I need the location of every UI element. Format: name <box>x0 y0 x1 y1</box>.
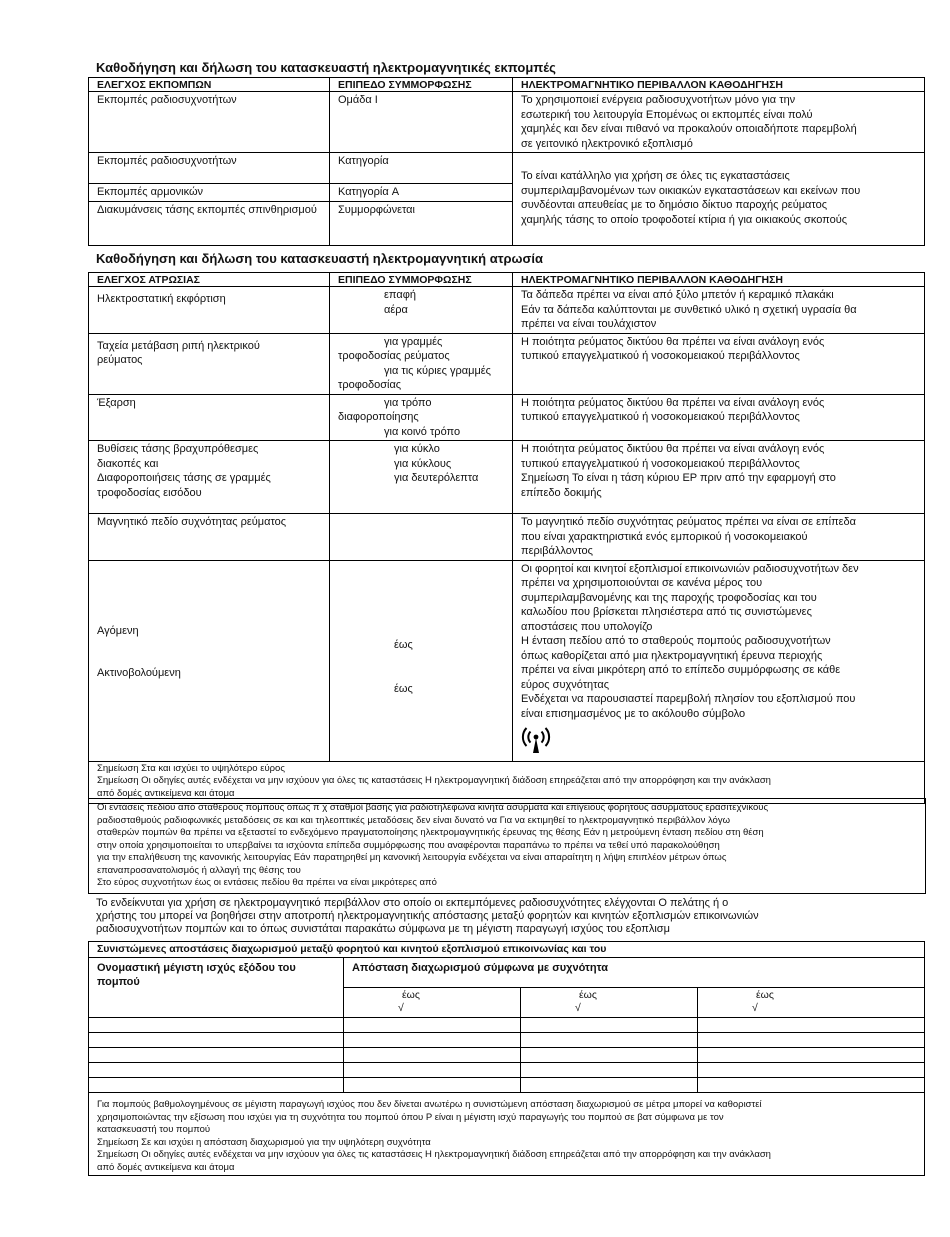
intro-line: Το ενδείκνυται για χρήση σε ηλεκτρομαγνητικό περιβάλλον στο οποίο οι εκπεμπόμενες ραδιοσυχνότητες ελέγχονται Ο πελάτης ή ο <box>96 897 729 909</box>
freq-range-cell <box>698 988 925 1018</box>
header-immunity-test: ΕΛΕΓΧΟΣ ΑΤΡΩΣΙΑΣ <box>89 273 330 287</box>
level-line: για κύκλους <box>394 457 452 470</box>
compliance-level-cell <box>330 560 513 761</box>
level-line: για κοινό τρόπο <box>384 425 461 438</box>
guidance-line: τυπικού επαγγελματικού ή νοσοκομειακού περιβάλλοντος <box>521 457 800 470</box>
guidance-cell <box>513 560 925 761</box>
emission-test-cell: Εκπομπές ραδιοσυχνοτήτων <box>89 92 330 153</box>
level-line: για κύκλο <box>394 443 440 455</box>
test-line: διακοπές και <box>97 457 159 470</box>
guidance-cell <box>513 333 925 394</box>
non-ionizing-radiation-icon <box>521 725 916 760</box>
emissions-title: Καθοδήγηση και δήλωση του κατασκευαστή ηλεκτρομαγνητικές εκπομπές <box>96 60 556 75</box>
header-rated-power: Ονομαστική μέγιστη ισχύς εξόδου του πομπού <box>89 958 344 1018</box>
compliance-level-cell: Συμμορφώνεται <box>330 201 513 245</box>
compliance-level-cell <box>330 394 513 441</box>
guidance-line: πρέπει να είναι μικρότερη από το επίπεδο συμμόρφωσης σε κάθε <box>521 664 841 676</box>
level-line: για τις κύριες γραμμές <box>384 364 491 377</box>
separation-notes <box>89 1093 925 1176</box>
guidance-line: Το μαγνητικό πεδίο συχνότητας ρεύματος πρέπει να είναι σε επίπεδα <box>521 516 857 528</box>
footnote-line: ραδιοσταθμούς ραδιοφωνικές μεταδόσεις σε και και τηλεοπτικές μεταδόσεις δεν είναι δυνατό να Για να εκτιμηθεί το ηλεκτρομαγνητικό περιβάλλον λόγω <box>97 814 731 826</box>
table-row <box>89 1018 925 1033</box>
compliance-level-cell <box>330 514 513 561</box>
sqrt-symbol: √ <box>752 1002 758 1014</box>
level-line: αέρα <box>384 303 408 316</box>
footnote-line: για την επαλήθευση της κανονικής λειτουργίας Εάν παρατηρηθεί μη κανονική λειτουργία ενδέχεται να είναι απαραίτητη η λήψη επιπλέον μέτρων όπως <box>97 852 727 863</box>
guidance-line: Οι φορητοί και κινητοί εξοπλισμοί επικοινωνιών ραδιοσυχνοτήτων δεν <box>521 562 859 575</box>
table-row <box>89 153 925 184</box>
emissions-table <box>88 77 925 246</box>
guidance-line: Ενδέχεται να παρουσιαστεί παρεμβολή πλησίον του εξοπλισμού που <box>521 693 856 705</box>
compliance-level-cell <box>330 287 513 334</box>
footnote-line: Οι εντάσεις πεδίου από σταθερούς πομπούς όπως π χ σταθμοί βάσης για ραδιοτηλέφωνα κινητά ασύρματα και επίγειους φορητούς ασυρμάτους ερασιτεχνικούς <box>97 802 769 813</box>
level-line: για τρόπο <box>384 396 432 409</box>
table-row <box>89 1048 925 1063</box>
table-row <box>89 514 925 561</box>
guidance-line: τυπικού επαγγελματικού ή νοσοκομειακού περιβάλλοντος <box>521 411 800 423</box>
table-row <box>89 394 925 441</box>
guidance-cell <box>513 287 925 334</box>
guidance-line: Το χρησιμοποιεί ενέργεια ραδιοσυχνοτήτων μόνο για την <box>521 94 796 106</box>
table-row <box>89 92 925 153</box>
test-line: Βυθίσεις τάσης βραχυπρόθεσμες <box>97 443 259 455</box>
level-line: για γραμμές <box>384 335 443 348</box>
note-line: Σημείωση Οι οδηγίες αυτές ενδέχεται να μην ισχύουν για όλες τις καταστάσεις Η ηλεκτρομαγνητική διάδοση επηρεάζεται από την απορρόφηση και την ανάκλαση <box>97 775 771 786</box>
sqrt-symbol: √ <box>398 1002 404 1014</box>
immunity-test-cell: Μαγνητικό πεδίο συχνότητας ρεύματος <box>89 514 330 561</box>
guidance-line: Εάν τα δάπεδα καλύπτονται με συνθετικό υλικό η σχετική υγρασία θα <box>521 303 857 316</box>
level-line: έως <box>394 683 413 695</box>
footnote-line: στην οποία χρησιμοποιείται το υπερβαίνει τα ισχύοντα επίπεδα συμμόρφωσης που αναφέρονται παραπάνω το πρέπει να τεθεί υπό παρακολούθηση <box>97 839 720 851</box>
note-line: χρησιμοποιώντας την εξίσωση που ισχύει για τη συχνότητα του πομπού όπου P είναι η μέγιστη ισχύ παραγωγής του πομπού σε βατ σύμφωνα με τον <box>97 1111 724 1123</box>
freq-range-cell <box>344 988 521 1018</box>
note-line: Σημείωση Οι οδηγίες αυτές ενδέχεται να μην ισχύουν για όλες τις καταστάσεις Η ηλεκτρομαγνητική διάδοση επηρεάζεται από την απορρόφηση και την ανάκλαση <box>97 1149 771 1160</box>
freq-range: έως <box>402 989 420 1001</box>
guidance-line: είναι επισημασμένος με το ακόλουθο σύμβολο <box>521 707 746 720</box>
level-line: για δευτερόλεπτα <box>394 472 479 484</box>
guidance-line: Η ένταση πεδίου από το σταθερούς πομπούς ραδιοσυχνοτήτων <box>521 635 831 647</box>
guidance-line: όπως καθορίζεται από μια ηλεκτρομαγνητική έρευνα περιοχής <box>521 649 823 662</box>
guidance-line: πρέπει να είναι τουλάχιστον <box>521 318 657 330</box>
freq-range: έως <box>579 989 597 1001</box>
header-compliance-level: ΕΠΙΠΕΔΟ ΣΥΜΜΟΡΦΩΣΗΣ <box>330 78 513 92</box>
compliance-level-cell <box>330 441 513 514</box>
level-line: τροφοδοσίας <box>338 379 402 391</box>
guidance-line: Η ποιότητα ρεύματος δικτύου θα πρέπει να είναι ανάλογη ενός <box>521 335 825 348</box>
freq-range-cell <box>521 988 698 1018</box>
intro-line: ραδιοσυχνοτήτων πομπών και το όπως συνιστάται παρακάτω σύμφωνα με τη μέγιστη παραγωγή ισχύος του εξοπλισμ <box>96 923 670 935</box>
level-line: επαφή <box>384 289 416 301</box>
note-line: κατασκευαστή του πομπού <box>97 1124 211 1135</box>
footnote-line: επαναπροσανατολισμός ή αλλαγή της θέσης του <box>97 864 301 876</box>
guidance-line: επίπεδο δοκιμής <box>521 486 602 499</box>
immunity-test-cell <box>89 333 330 394</box>
footnote-box <box>88 798 926 894</box>
guidance-line: εύρος συχνότητας <box>521 678 610 691</box>
note-line: Για πομπούς βαθμολογημένους σε μέγιστη παραγωγή ισχύος που δεν δίνεται ανωτέρω η συνιστώμενη απόσταση διαχωρισμού σε μέτρα μπορεί να καθοριστεί <box>97 1099 762 1110</box>
conducted-rf-label: Αγόμενη <box>97 624 139 637</box>
note-line: από δομές αντικείμενα και άτομα <box>97 1161 235 1173</box>
table-row <box>89 560 925 761</box>
immunity-test-cell <box>89 560 330 761</box>
guidance-cell <box>513 514 925 561</box>
sqrt-symbol: √ <box>575 1002 581 1014</box>
separation-table <box>88 941 925 1176</box>
emission-test-cell: Εκπομπές αρμονικών <box>89 184 330 202</box>
footnote-line: σταθερών πομπών θα πρέπει να εξεταστεί το ενδεχόμενο πραγματοποίησης ηλεκτρομαγνητικής έρευνας της θέσης Εάν η μετρούμενη ένταση πεδίου στη θέση <box>97 827 764 838</box>
guidance-cell <box>513 394 925 441</box>
level-line: τροφοδοσίας ρεύματος <box>338 350 450 362</box>
guidance-line: εσωτερική του λειτουργία Επομένως οι εκπομπές είναι πολύ <box>521 108 813 121</box>
guidance-line: Τα δάπεδα πρέπει να είναι από ξύλο μπετόν ή κεραμικό πλακάκι <box>521 289 834 301</box>
immunity-test-cell <box>89 441 330 514</box>
note-line: από δομές αντικείμενα και άτομα <box>97 787 235 799</box>
emission-test-cell: Διακυμάνσεις τάσης εκπομπές σπινθηρισμού <box>89 201 330 245</box>
compliance-level-cell: Κατηγορία A <box>330 184 513 202</box>
immunity-notes <box>89 761 925 803</box>
table-row <box>89 1078 925 1093</box>
note-line: Σημείωση Στα και ισχύει το υψηλότερο εύρος <box>97 762 285 774</box>
guidance-cell <box>513 153 925 246</box>
test-line: τροφοδοσίας εισόδου <box>97 486 202 499</box>
header-compliance-level: ΕΠΙΠΕΔΟ ΣΥΜΜΟΡΦΩΣΗΣ <box>330 273 513 287</box>
guidance-cell <box>513 441 925 514</box>
guidance-line: Η ποιότητα ρεύματος δικτύου θα πρέπει να είναι ανάλογη ενός <box>521 396 825 409</box>
test-line: Ταχεία μετάβαση ριπή ηλεκτρικού <box>97 339 260 352</box>
separation-title: Συνιστώμενες αποστάσεις διαχωρισμού μεταξύ φορητού και κινητού εξοπλισμού επικοινωνίας και του <box>89 942 925 958</box>
guidance-line: χαμηλής τάσης το οποίο τροφοδοτεί κτίρια ή για οικιακούς σκοπούς <box>521 213 848 226</box>
guidance-line: που είναι χαρακτηριστικά ενός εμπορικού ή νοσοκομειακού <box>521 530 808 543</box>
table-row <box>89 761 925 803</box>
guidance-line: Η ποιότητα ρεύματος δικτύου θα πρέπει να είναι ανάλογη ενός <box>521 443 825 455</box>
footnote-line: Στο εύρος συχνοτήτων έως οι εντάσεις πεδίου θα πρέπει να είναι μικρότερες από <box>97 877 437 888</box>
table-row <box>89 1063 925 1078</box>
radiated-rf-label: Ακτινοβολούμενη <box>97 667 181 679</box>
note-line: Σημείωση Σε και ισχύει η απόσταση διαχωρισμού για την υψηλότερη συχνότητα <box>97 1136 431 1148</box>
compliance-level-cell: Κατηγορία <box>330 153 513 184</box>
level-line: διαφοροποίησης <box>338 411 419 423</box>
test-line: ρεύματος <box>97 354 143 366</box>
compliance-level-cell: Ομάδα I <box>330 92 513 153</box>
compliance-level-cell <box>330 333 513 394</box>
guidance-line: συνδέονται απευθείας με το δημόσιο δίκτυο παροχής ρεύματος <box>521 199 828 211</box>
guidance-cell <box>513 92 925 153</box>
test-line: Διαφοροποιήσεις τάσης σε γραμμές <box>97 472 271 484</box>
guidance-line: αποστάσεις που υπολογίζο <box>521 620 653 633</box>
guidance-line: σε γειτονικό ηλεκτρονικό εξοπλισμό <box>521 137 693 150</box>
intro-paragraph <box>96 897 916 936</box>
header-em-guidance: ΗΛΕΚΤΡΟΜΑΓΝΗΤΙΚΟ ΠΕΡΙΒΑΛΛΟΝ ΚΑΘΟΔΗΓΗΣΗ <box>513 78 925 92</box>
freq-range: έως <box>756 989 774 1001</box>
table-row <box>89 333 925 394</box>
table-row <box>89 441 925 514</box>
level-line: έως <box>394 638 413 651</box>
guidance-line: συμπεριλαμβανομένης και της παροχής τροφοδοσίας και του <box>521 591 817 604</box>
guidance-line: πρέπει να χρησιμοποιούνται σε κανένα μέρος του <box>521 577 763 589</box>
immunity-table <box>88 272 925 804</box>
guidance-line: Το είναι κατάλληλο για χρήση σε όλες τις εγκαταστάσεις <box>521 170 790 182</box>
table-row <box>89 287 925 334</box>
immunity-test-cell: Έξαρση <box>89 394 330 441</box>
emission-test-cell: Εκπομπές ραδιοσυχνοτήτων <box>89 153 330 184</box>
header-separation-distance: Απόσταση διαχωρισμού σύμφωνα με συχνότητα <box>344 958 925 988</box>
header-emission-test: ΕΛΕΓΧΟΣ ΕΚΠΟΜΠΩΝ <box>89 78 330 92</box>
guidance-line: περιβάλλοντος <box>521 545 593 557</box>
guidance-line: χαμηλές και δεν είναι πιθανό να προκαλούν οποιαδήποτε παρεμβολή <box>521 123 857 135</box>
immunity-title: Καθοδήγηση και δήλωση του κατασκευαστή ηλεκτρομαγνητική ατρωσία <box>96 251 544 266</box>
table-row <box>89 1033 925 1048</box>
guidance-line: τυπικού επαγγελματικού ή νοσοκομειακού περιβάλλοντος <box>521 350 800 362</box>
guidance-line: Σημείωση Το είναι η τάση κύριου ΕΡ πριν από την εφαρμογή στο <box>521 472 836 484</box>
guidance-line: καλωδίου που βρίσκεται πλησιέστερα από τις συνιστώμενες <box>521 606 812 618</box>
immunity-test-cell: Ηλεκτροστατική εκφόρτιση <box>89 287 330 334</box>
intro-line: χρήστης του μπορεί να βοηθήσει στην αποτροπή ηλεκτρομαγνητικής απόστασης μεταξύ φορητών και κινητών εξοπλισμών επικοινωνιών <box>96 910 759 922</box>
header-em-guidance: ΗΛΕΚΤΡΟΜΑΓΝΗΤΙΚΟ ΠΕΡΙΒΑΛΛΟΝ ΚΑΘΟΔΗΓΗΣΗ <box>513 273 925 287</box>
guidance-line: συμπεριλαμβανομένων των οικιακών εγκαταστάσεων και εκείνων που <box>521 184 861 197</box>
